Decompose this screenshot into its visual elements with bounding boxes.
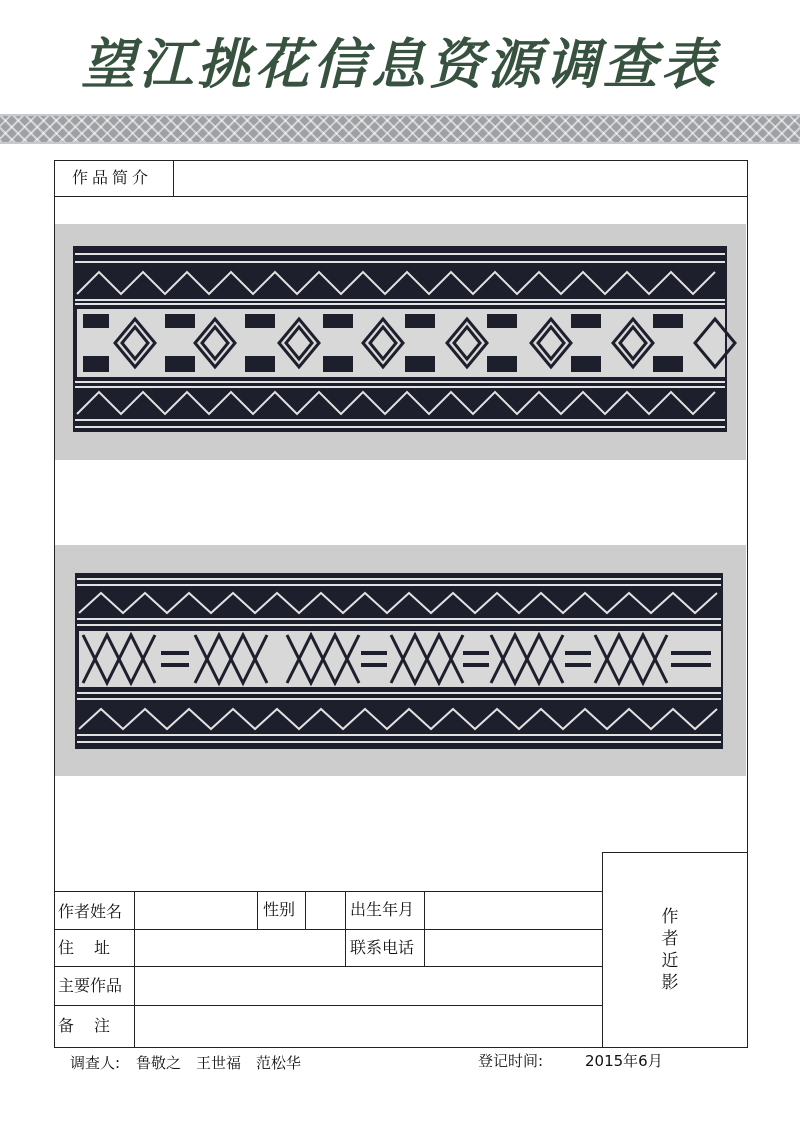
row-divider-3 bbox=[54, 1005, 602, 1006]
intro-label: 作品简介 bbox=[72, 168, 153, 187]
phone-field[interactable] bbox=[426, 931, 601, 965]
birth-label-right bbox=[424, 891, 425, 966]
intro-label-divider bbox=[173, 160, 174, 196]
notes-field[interactable] bbox=[136, 1007, 601, 1047]
intro-divider bbox=[54, 196, 748, 197]
page-title: 望江挑花信息资源调查表 bbox=[81, 32, 719, 96]
row-divider-1 bbox=[54, 929, 602, 930]
form-top-line bbox=[54, 891, 602, 892]
birth-label: 出生年月 bbox=[350, 900, 415, 919]
embroidery-photo-2 bbox=[55, 545, 746, 776]
works-label: 主要作品 bbox=[58, 976, 123, 995]
gender-label-right bbox=[305, 891, 306, 929]
embroidery-photo-1 bbox=[55, 224, 746, 460]
portrait-label: 作 者 近 影 bbox=[661, 907, 679, 993]
investigators-label: 调查人: bbox=[70, 1054, 121, 1072]
label-column-divider bbox=[134, 891, 135, 1048]
registration-date-label: 登记时间: bbox=[478, 1052, 544, 1070]
author-name-field[interactable] bbox=[136, 893, 256, 928]
birth-field[interactable] bbox=[426, 893, 601, 928]
decorative-pattern-band bbox=[0, 114, 800, 144]
registration-date: 2015年6月 bbox=[585, 1052, 663, 1070]
address-field[interactable] bbox=[136, 931, 344, 965]
notes-label: 备 注 bbox=[58, 1016, 113, 1035]
portrait-divider bbox=[602, 852, 603, 1048]
portrait-top-line bbox=[602, 852, 748, 853]
author-name-label: 作者姓名 bbox=[58, 902, 123, 921]
gender-label: 性别 bbox=[263, 900, 296, 919]
works-field[interactable] bbox=[136, 968, 601, 1004]
row-divider-2 bbox=[54, 966, 602, 967]
intro-content-field[interactable] bbox=[175, 162, 745, 194]
phone-label: 联系电话 bbox=[350, 938, 415, 957]
gender-field[interactable] bbox=[307, 893, 344, 928]
address-label: 住 址 bbox=[58, 938, 113, 957]
portrait-box[interactable] bbox=[604, 854, 746, 1046]
investigators-names: 鲁敬之 王世福 范松华 bbox=[136, 1054, 302, 1072]
gender-label-left bbox=[257, 891, 258, 929]
birth-label-left bbox=[345, 891, 346, 966]
